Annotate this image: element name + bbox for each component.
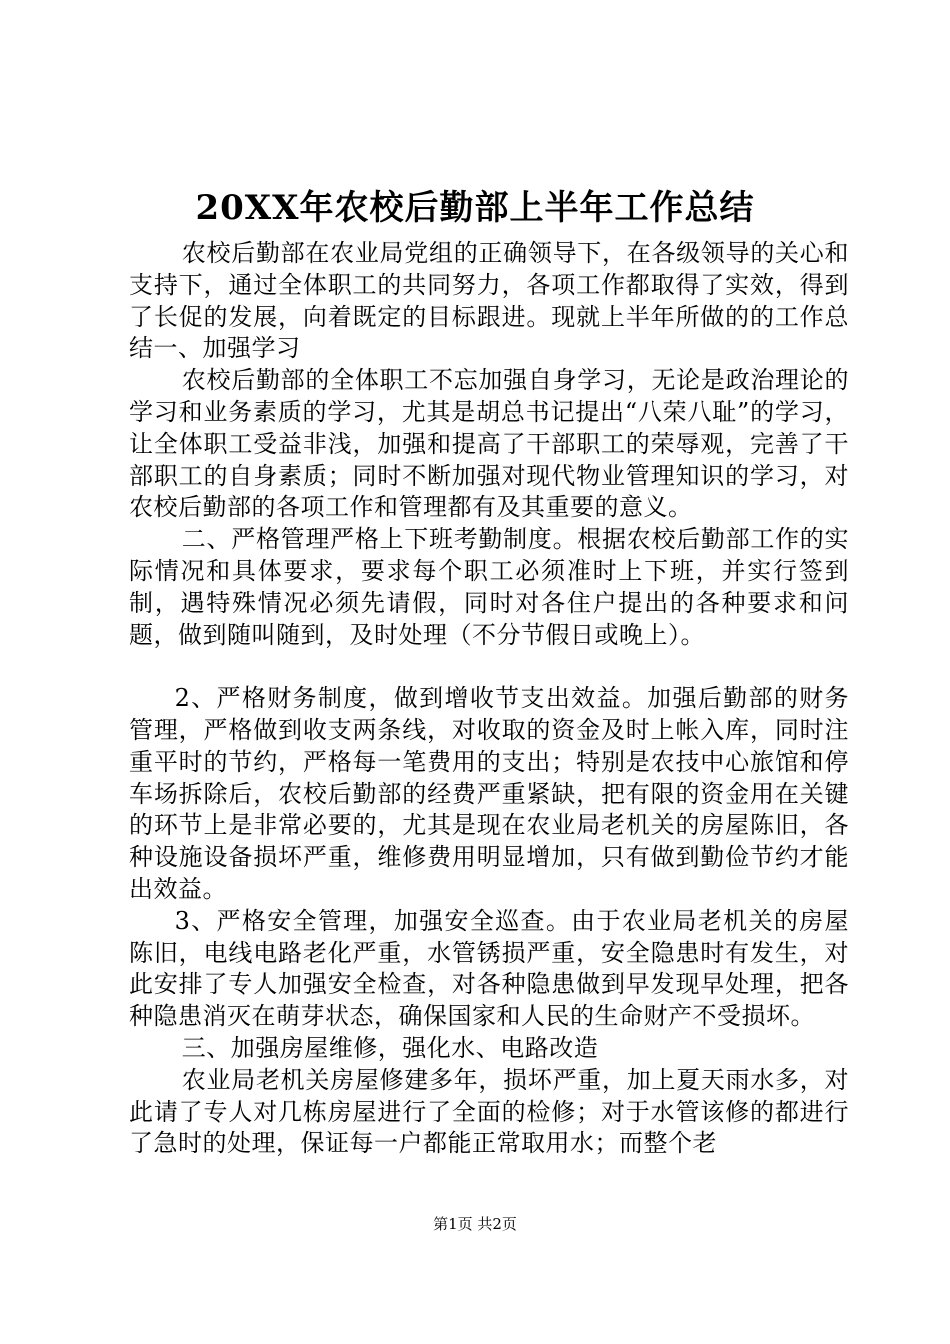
paragraph-repair: 农业局老机关房屋修建多年，损坏严重，加上夏天雨水多，对此请了专人对几栋房屋进行了全面的检修；对于水管该修的都进行了急时的处理，保证每一户都能正常取用水；而整个老: [129, 1065, 849, 1158]
paragraph-spacer: [129, 651, 849, 683]
section-heading-repair: 三、加强房屋维修，强化水、电路改造: [181, 1033, 599, 1062]
paragraph-finance: 2、严格财务制度，做到增收节支出效益。加强后勤部的财务管理，严格做到收支两条线，对收取的资金及时上帐入库，同时注重平时的节约，严格每一笔费用的支出；特别是农技中心旅馆和停车场拆除后，农校后勤部的经费严重紧缺，把有限的资金用在关键的环节上是非常必要的，尤其是现在农业局老机关的房屋陈旧，各种设施设备损坏严重，维修费用明显增加，只有做到勤俭节约才能出效益。: [129, 684, 849, 903]
paragraph-study: 农校后勤部的全体职工不忘加强自身学习，无论是政治理论的学习和业务素质的学习，尤其是胡总书记提出“八荣八耻”的学习，让全体职工受益非浅，加强和提高了干部职工的荣辱观，完善了干部职工的自身素质；同时不断加强对现代物业管理知识的学习，对农校后勤部的各项工作和管理都有及其重要的意义。: [129, 366, 849, 522]
page-number: 第1页 共2页: [433, 1215, 517, 1233]
document-title: 20XX年农校后勤部上半年工作总结: [195, 188, 755, 228]
document-body: [129, 238, 849, 1160]
paragraph-management: 二、严格管理严格上下班考勤制度。根据农校后勤部工作的实际情况和具体要求，要求每个职工必须准时上下班，并实行签到制，遇特殊情况必须先请假，同时对各住户提出的各种要求和问题，做到随叫随到，及时处理（不分节假日或晚上）。: [129, 525, 849, 649]
paragraph-safety: 3、严格安全管理，加强安全巡查。由于农业局老机关的房屋陈旧，电线电路老化严重，水管锈损严重，安全隐患时有发生，对此安排了专人加强安全检查，对各种隐患做到早发现早处理，把各种隐患消灭在萌芽状态，确保国家和人民的生命财产不受损坏。: [129, 906, 849, 1031]
paragraph-intro: 农校后勤部在农业局党组的正确领导下，在各级领导的关心和支持下，通过全体职工的共同努力，各项工作都取得了实效，得到了长促的发展，向着既定的目标跟进。现就上半年所做的的工作总结一、加强学习: [129, 239, 849, 363]
